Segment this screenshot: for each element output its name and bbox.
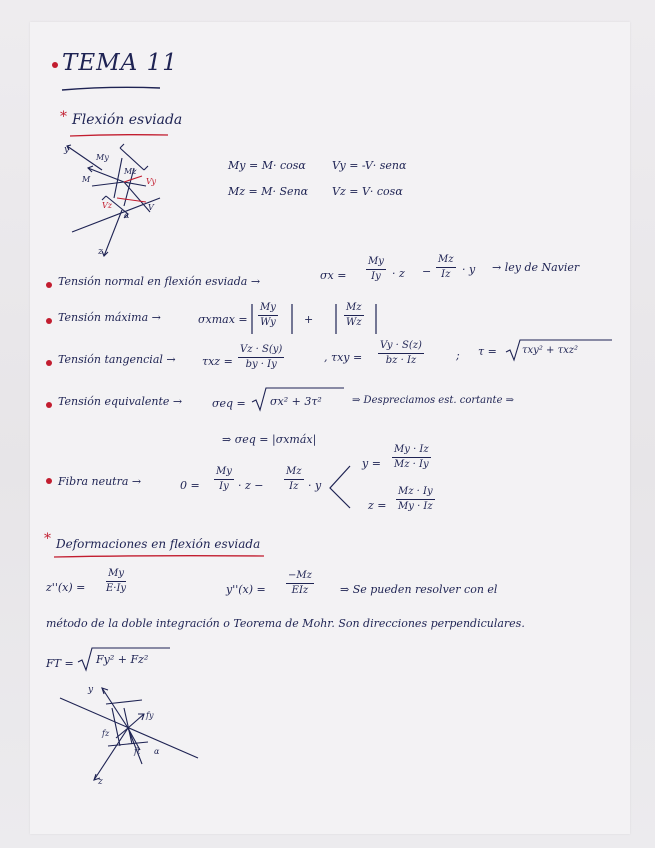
- tangencial-bullet: [46, 360, 52, 366]
- navier-term-1: · z: [392, 267, 405, 280]
- fig1-v-label: V: [148, 203, 154, 212]
- deform-y-frac: [286, 570, 314, 596]
- section-star: *: [60, 109, 67, 125]
- navier-f2-num: Mz: [436, 254, 456, 268]
- fibra-lhs: 0 =: [180, 479, 200, 492]
- equivalente-sqrt-content: σx² + 3τ²: [270, 395, 322, 408]
- tangencial-sep: ;: [456, 349, 460, 362]
- maxima-f2-den: Wz: [346, 316, 362, 328]
- deform-y-den: EIz: [291, 584, 309, 596]
- fibra-term-2: · y: [308, 479, 322, 492]
- equivalente-bullet: [46, 402, 52, 408]
- equivalente-lhs: σeq =: [212, 397, 246, 410]
- navier-f2-den: Iz: [441, 268, 451, 280]
- navier-f1-den: Iy: [371, 270, 381, 282]
- tangencial-lhs-3: τ =: [478, 345, 497, 358]
- tangencial-lhs-2: , τxy =: [324, 351, 363, 364]
- fig2-fz-label: fz: [102, 729, 110, 738]
- page-title: TEMA 11: [62, 50, 178, 76]
- fig1-alpha-label: α: [124, 211, 130, 220]
- tangencial-sqrt-content: τxy² + τxz²: [522, 345, 579, 356]
- fig1-y-label: y: [64, 145, 70, 155]
- fibra-frac-2: [284, 466, 304, 492]
- maxima-plus: +: [304, 313, 314, 326]
- equivalente-label: Tensión equivalente →: [58, 395, 183, 408]
- title-underline: [60, 84, 170, 94]
- deform-y-num: −Mz: [286, 570, 314, 584]
- deform-line-2: método de la doble integración o Teorema de Mohr. Son direcciones perpendiculares.: [46, 617, 525, 630]
- tangencial-lhs: τxz =: [202, 355, 233, 368]
- navier-label: Tensión normal en flexión esviada →: [58, 275, 261, 288]
- section2-underline: [52, 553, 272, 561]
- navier-lhs: σx =: [320, 269, 347, 282]
- fibra-z-frac: [396, 486, 435, 512]
- tangencial-f1-den: by · Iy: [245, 358, 277, 370]
- navier-f1-num: My: [366, 256, 386, 270]
- eq-mz: Mz = M· Senα: [228, 185, 309, 198]
- fibra-f1-num: My: [214, 466, 234, 480]
- fig2-y-label: y: [88, 685, 94, 695]
- fig2-ft-label: ft: [134, 747, 141, 756]
- deform-y-lhs: y''(x) =: [226, 583, 266, 596]
- deform-z-lhs: z''(x) =: [46, 581, 86, 594]
- fibra-f1-den: Iy: [219, 480, 229, 492]
- fibra-z-lhs: z =: [368, 499, 387, 512]
- eq-vy: Vy = -V· senα: [332, 159, 407, 172]
- maxima-frac-1: [258, 302, 278, 328]
- section-heading-deformaciones: Deformaciones en flexión esviada: [56, 537, 261, 551]
- fibra-f2-den: Iz: [289, 480, 299, 492]
- maxima-label: Tensión máxima →: [58, 311, 161, 324]
- fig1-z-label: z: [98, 247, 103, 257]
- fibra-y-den: Mz · Iy: [394, 458, 429, 470]
- fibra-y-lhs: y =: [362, 457, 381, 470]
- beam-deformation-diagram: [58, 668, 208, 788]
- section-heading-flexion: Flexión esviada: [72, 112, 183, 128]
- navier-frac-1: [366, 256, 386, 282]
- fig1-vz-label: Vz: [102, 201, 112, 210]
- section2-star: *: [44, 531, 51, 547]
- deform-z-num: My: [106, 568, 126, 582]
- title-bullet: [52, 62, 58, 68]
- maxima-f1-num: My: [258, 302, 278, 316]
- tangencial-frac-2: [378, 340, 424, 366]
- fibra-f2-num: Mz: [284, 466, 304, 480]
- ft-lhs: FT =: [46, 657, 74, 670]
- fig1-my-label: My: [96, 153, 109, 162]
- deform-z-den: E·Iy: [106, 582, 127, 594]
- section-underline: [68, 132, 178, 140]
- maxima-bullet: [46, 318, 52, 324]
- fig2-z-label: z: [98, 777, 103, 787]
- navier-term-2: · y: [462, 263, 476, 276]
- maxima-lhs: σxmax =: [198, 313, 248, 326]
- beam-section-diagram: [62, 140, 172, 260]
- ft-sqrt-content: Fy² + Fz²: [96, 653, 149, 666]
- tangencial-f2-num: Vy · S(z): [378, 340, 424, 354]
- maxima-f1-den: Wy: [260, 316, 276, 328]
- fig1-vy-label: Vy: [146, 177, 156, 186]
- maxima-f2-num: Mz: [344, 302, 364, 316]
- fibra-y-frac: [392, 444, 431, 470]
- fig1-m-label: M: [82, 175, 91, 184]
- fig2-alpha-label: α: [154, 747, 160, 756]
- tangencial-frac-1: [238, 344, 284, 370]
- deform-z-frac: [104, 568, 128, 594]
- deform-note: ⇒ Se pueden resolver con el: [340, 583, 498, 596]
- fig1-mz-label: Mz: [124, 167, 137, 176]
- fibra-y-num: My · Iz: [392, 444, 431, 458]
- eq-my: My = M· cosα: [228, 159, 306, 172]
- fibra-frac-1: [214, 466, 234, 492]
- equivalente-result: ⇒ σeq = |σxmáx|: [222, 433, 317, 446]
- navier-frac-2: [436, 254, 456, 280]
- fig2-fy-label: fy: [146, 711, 154, 720]
- tangencial-f1-num: Vz · S(y): [238, 344, 284, 358]
- fibra-z-den: My · Iz: [398, 500, 433, 512]
- fibra-term-1: · z −: [238, 479, 264, 492]
- tangencial-f2-den: bz · Iz: [385, 354, 417, 366]
- maxima-frac-2: [344, 302, 364, 328]
- fibra-z-num: Mz · Iy: [396, 486, 435, 500]
- eq-vz: Vz = V· cosα: [332, 185, 403, 198]
- navier-bullet: [46, 282, 52, 288]
- fibra-bullet: [46, 478, 52, 484]
- z-axis-line: [104, 210, 122, 256]
- navier-minus: −: [422, 265, 432, 278]
- equivalente-note: ⇒ Despreciamos est. cortante ⇒: [352, 395, 515, 406]
- fibra-brace: [326, 462, 356, 512]
- fibra-label: Fibra neutra →: [58, 475, 142, 488]
- tangencial-label: Tensión tangencial →: [58, 353, 176, 366]
- navier-note: → ley de Navier: [492, 261, 580, 274]
